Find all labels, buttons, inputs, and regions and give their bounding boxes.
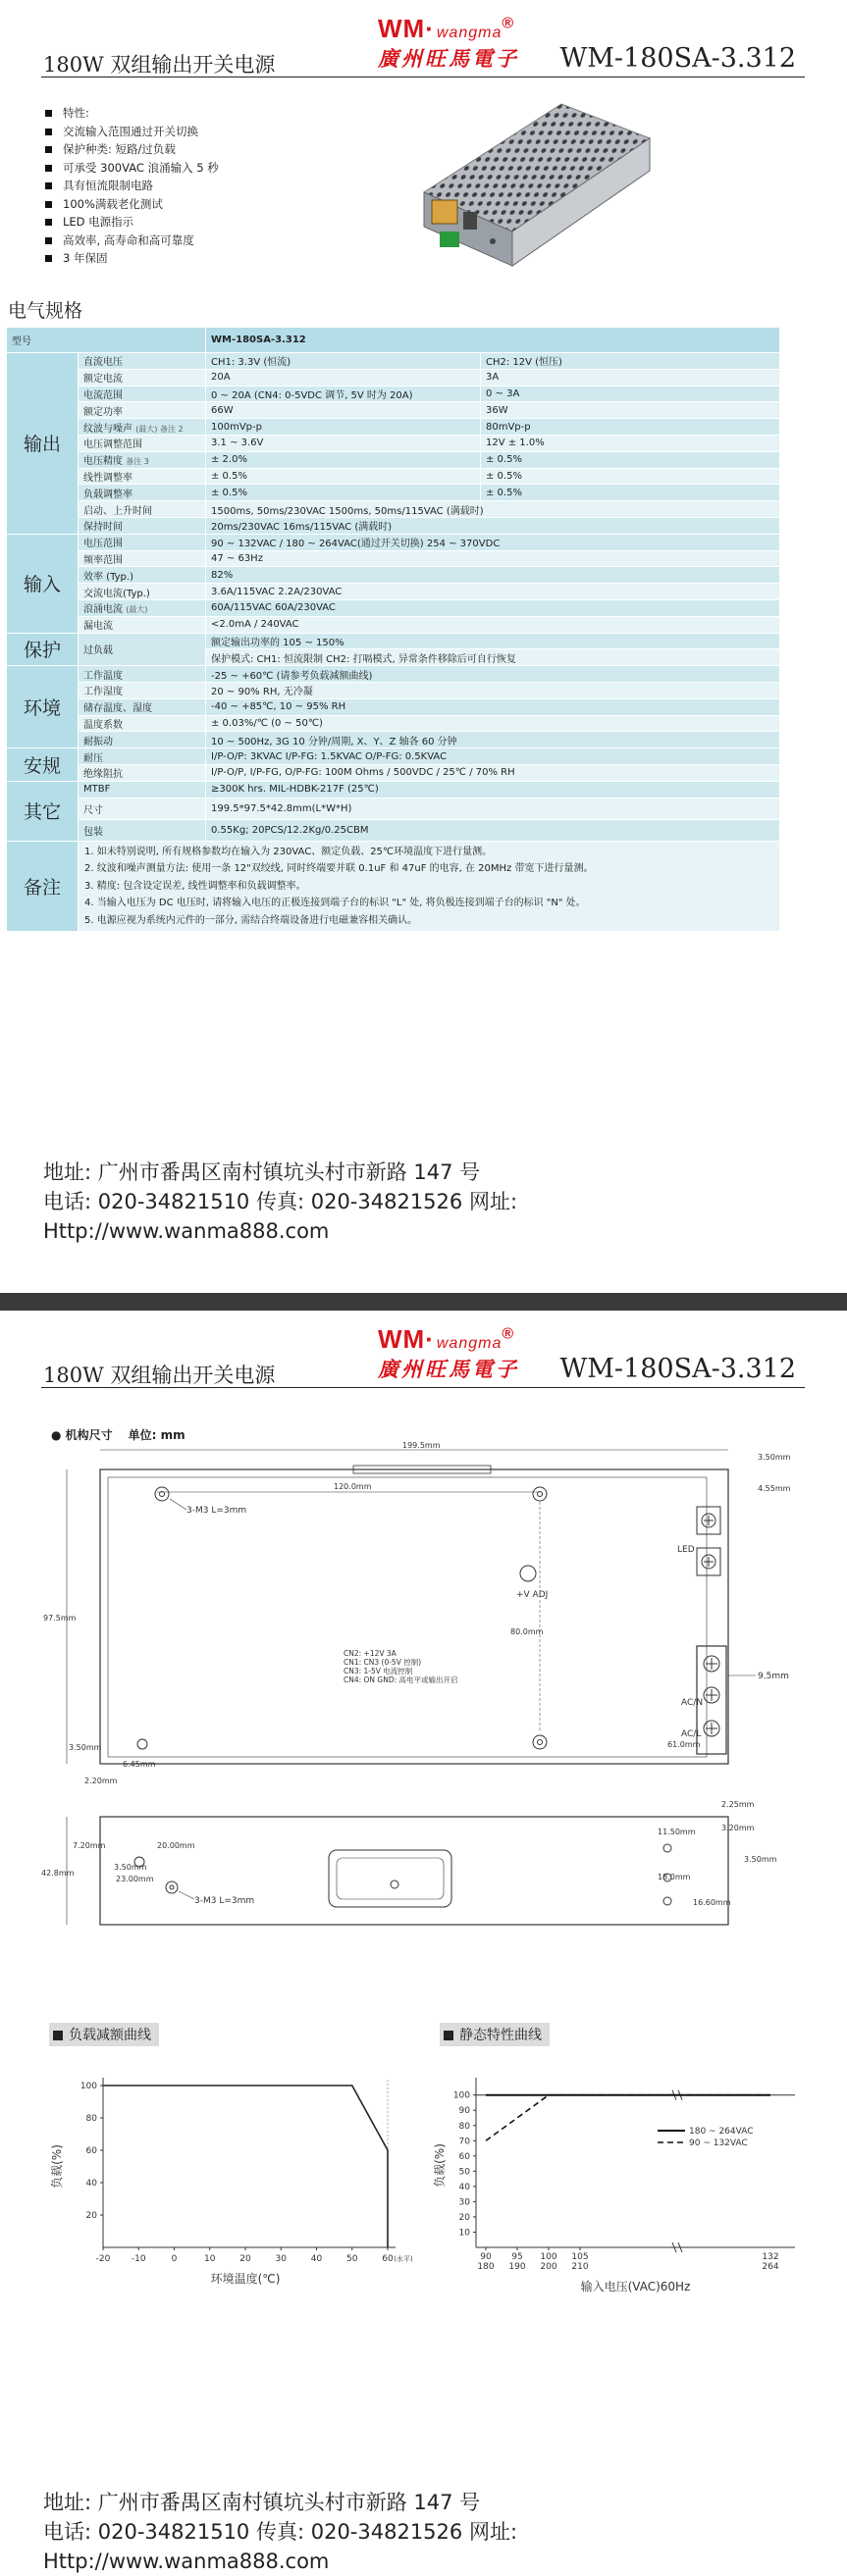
spec-label [79, 517, 206, 534]
product-title: 180W 双组输出开关电源 [43, 1364, 276, 1387]
spec-row [7, 599, 780, 616]
y-tick-label: 50 [458, 2167, 470, 2178]
dim-4-55: 4.55mm [758, 1484, 791, 1493]
spec-value-ch1: 66W [206, 402, 481, 419]
spec-value: 47 ~ 63Hz [206, 550, 780, 567]
product-photo [404, 84, 660, 290]
x-tick-label: 190 [508, 2262, 526, 2272]
x-tick-label: 264 [762, 2262, 779, 2272]
x-tick-label: 30 [275, 2254, 287, 2264]
spec-label [79, 501, 206, 518]
feature-item: 具有恒流限制电路 [43, 177, 397, 195]
spec-row [7, 501, 780, 518]
spec-label-text: 浪涌电流 [83, 604, 123, 616]
y-tick-label: 80 [458, 2121, 470, 2132]
spec-value-ch1: 3.1 ~ 3.6V [206, 435, 481, 451]
spec-label-text: 额定电流 [83, 374, 123, 386]
y-tick-label: 60 [458, 2151, 470, 2162]
x-tick-label: 105 [571, 2252, 589, 2262]
dim-6-45: 6.45mm [123, 1760, 156, 1769]
dim-16-60: 16.60mm [693, 1898, 731, 1907]
terminal-n: AC/L [681, 1729, 702, 1739]
remarks-cell [79, 841, 780, 932]
spec-value: I/P-O/P, I/P-FG, O/P-FG: 100M Ohms / 500VDC / 25℃ / 70% RH [206, 764, 780, 781]
dim-7-20: 7.20mm [73, 1841, 106, 1850]
spec-row [7, 841, 780, 932]
remark-line: 4. 当输入电压为 DC 电压时, 请将输入电压的正极连接到端子台的标识 "L" 处, 将负极连接到端子台的标识 "N" 处。 [84, 898, 586, 909]
page-header [0, 1311, 847, 1389]
adj-label: +V ADJ [516, 1590, 549, 1600]
x-tick-label: -20 [95, 2254, 111, 2264]
spec-row [7, 798, 780, 819]
spec-label-text: 线性调整率 [83, 472, 132, 484]
derating-series-line [103, 2086, 388, 2247]
spec-label [79, 451, 206, 468]
product-title: 180W 双组输出开关电源 [43, 53, 276, 77]
spec-label: 过负载 [79, 633, 206, 666]
spec-value-ch2: 12V ± 1.0% [481, 435, 780, 451]
mechanical-drawing [29, 1438, 815, 1974]
spec-label: 工作温度 [79, 666, 206, 683]
spec-value-ch1: CH1: 3.3V (恒流) [206, 353, 481, 370]
feature-item: 3 年保固 [43, 249, 397, 268]
section-title: 电气规格 [8, 300, 83, 322]
dim-80: 80.0mm [510, 1627, 544, 1636]
spec-value: 20 ~ 90% RH, 无冷凝 [206, 682, 780, 698]
spec-label [79, 435, 206, 451]
x-tick-label: 100 [540, 2252, 557, 2262]
screw-holes [137, 1487, 547, 1749]
dim-3-50c: 3.50mm [114, 1863, 147, 1872]
x-tick-label: 50 [346, 2254, 358, 2264]
spec-row [7, 386, 780, 402]
spec-value: 1500ms, 50ms/230VAC 1500ms, 50ms/115VAC (满载时) [206, 501, 780, 518]
spec-label-text: 频率范围 [83, 554, 123, 566]
spec-label-note: 备注 3 [126, 457, 149, 467]
spec-label-text: 启动、上升时间 [83, 505, 152, 517]
spec-row [7, 819, 780, 841]
y-tick-label: 20 [458, 2212, 470, 2223]
brand-logo: WM· wangma® [378, 14, 515, 43]
dim-11-50: 11.50mm [658, 1828, 696, 1836]
spec-value-ch2: ± 0.5% [481, 485, 780, 501]
y-tick-label: 90 [458, 2106, 470, 2117]
terminal-l: AC/N [681, 1698, 704, 1708]
category-input: 输入 [7, 534, 79, 633]
spec-value: 额定输出功率的 105 ~ 150% [206, 633, 780, 649]
x-tick-label: 180 [477, 2262, 495, 2272]
y-axis-label: 负载(%) [433, 2143, 447, 2188]
spec-label [79, 468, 206, 485]
spec-label [79, 534, 206, 550]
spec-value-ch1: 20A [206, 369, 481, 386]
feature-item: 交流输入范围通过开关切换 [43, 123, 397, 141]
datasheet-page-2 [0, 1311, 847, 2573]
spec-label-text: 电压调整范围 [83, 439, 142, 451]
spec-row [7, 616, 780, 633]
model-number: WM-180SA-3.312 [559, 1354, 796, 1384]
mech-dimensions-title: ● 机构尺寸 单位: mm [51, 1428, 185, 1442]
spec-row [7, 764, 780, 781]
spec-value: 199.5*97.5*42.8mm(L*W*H) [206, 798, 780, 819]
feature-item: 高效率, 高寿命和高可靠度 [43, 232, 397, 250]
category-safety: 安规 [7, 748, 79, 782]
model-value: WM-180SA-3.312 [206, 328, 780, 353]
spec-row [7, 328, 780, 353]
spec-label: 储存温度、湿度 [79, 698, 206, 715]
spec-label-text: 直流电压 [83, 357, 123, 369]
screw-label: 3-M3 L=3mm [186, 1506, 247, 1516]
dim-42-8: 42.8mm [41, 1869, 75, 1878]
spec-label [79, 550, 206, 567]
spec-value: ≥300K hrs. MIL-HDBK-217F (25℃) [206, 781, 780, 798]
spec-value: ± 0.03%/℃ (0 ~ 50℃) [206, 715, 780, 732]
dim-3-50b: 3.50mm [69, 1743, 102, 1752]
spec-label [79, 616, 206, 633]
spec-value-ch2: 80mVp-p [481, 419, 780, 436]
spec-value-ch2: 36W [481, 402, 780, 419]
spec-label-text: 电流范围 [83, 389, 123, 401]
phone-text: 电话: 020-34821510 传真: 020-34821526 网址: [43, 2520, 518, 2544]
spec-label [79, 402, 206, 419]
spec-label-text: 电压范围 [83, 539, 123, 550]
spec-value-ch1: ± 0.5% [206, 468, 481, 485]
spec-label-note: (最大) 备注 2 [135, 424, 184, 434]
spec-value: 82% [206, 567, 780, 584]
spec-label [79, 419, 206, 436]
spec-label: 绝缘阻抗 [79, 764, 206, 781]
y-tick-label: 40 [458, 2182, 470, 2192]
dim-9-5: 9.5mm [758, 1672, 789, 1681]
spec-value: I/P-O/P: 3KVAC I/P-FG: 1.5KVAC O/P-FG: 0.5KVAC [206, 748, 780, 765]
spec-row [7, 468, 780, 485]
spec-row [7, 732, 780, 748]
derating-curve-chart [39, 2066, 422, 2301]
x-axis-label: 环境温度(℃) [210, 2272, 281, 2286]
spec-value: 3.6A/115VAC 2.2A/230VAC [206, 584, 780, 600]
spec-row [7, 402, 780, 419]
dim-2-25: 2.25mm [721, 1800, 755, 1809]
spec-label [79, 485, 206, 501]
y-axis-label: 负载(%) [50, 2144, 64, 2189]
feature-item: 100%满载老化测试 [43, 195, 397, 214]
dim-23: 23.00mm [116, 1875, 154, 1883]
dim-length: 199.5mm [402, 1441, 441, 1450]
spec-label: 包装 [79, 819, 206, 841]
website-link[interactable]: Http://www.wanma888.com [43, 2550, 330, 2573]
legend-label: 90 ~ 132VAC [689, 2138, 748, 2148]
y-tick-label: 100 [79, 2082, 97, 2091]
spec-row [7, 485, 780, 501]
cn-line: CN4: ON GND: 高电平或输出开启 [344, 1675, 458, 1684]
x-tick-label: 200 [540, 2262, 557, 2272]
spec-row [7, 419, 780, 436]
page-header [0, 0, 847, 78]
brand-logo-cn: 廣州旺馬電子 [378, 46, 519, 71]
x-axis-label: 输入电压(VAC)60Hz [580, 2280, 691, 2293]
spec-value-ch2: CH2: 12V (恒压) [481, 353, 780, 370]
remark-line: 3. 精度: 包含设定误差, 线性调整率和负载调整率。 [84, 880, 306, 892]
spec-row [7, 567, 780, 584]
spec-row [7, 633, 780, 649]
spec-row [7, 781, 780, 798]
spec-row [7, 748, 780, 765]
terminal-block [697, 1507, 726, 1754]
dim-width: 97.5mm [43, 1614, 77, 1623]
spec-label: 工作湿度 [79, 682, 206, 698]
spec-label-note: (最大) [126, 605, 148, 615]
spec-value: 60A/115VAC 60A/230VAC [206, 599, 780, 616]
spec-label [79, 386, 206, 402]
dim-20: 20.00mm [157, 1841, 195, 1850]
spec-label: 温度系数 [79, 715, 206, 732]
y-tick-label: 40 [85, 2179, 97, 2189]
y-tick-label: 70 [458, 2137, 470, 2147]
spec-row [7, 369, 780, 386]
x-tick-label: -10 [131, 2254, 146, 2264]
spec-label [79, 599, 206, 616]
category-output: 输出 [7, 353, 79, 535]
spec-value: 0.55Kg; 20PCS/12.2Kg/0.25CBM [206, 819, 780, 841]
page-separator [0, 1293, 847, 1311]
contact-footer [43, 1158, 517, 1246]
spec-label-text: 负载调整率 [83, 489, 132, 500]
spec-label: 尺寸 [79, 798, 206, 819]
derating-curve-title: 负载减额曲线 [49, 2023, 159, 2046]
spec-value-ch2: 3A [481, 369, 780, 386]
spec-row [7, 584, 780, 600]
feature-item: 特性: [43, 104, 397, 123]
spec-row [7, 698, 780, 715]
spec-value: 保护模式: CH1: 恒流限制 CH2: 打嗝模式, 异常条件移除后可自行恢复 [206, 649, 780, 666]
dim-3-50d: 3.50mm [744, 1855, 777, 1864]
spec-label-text: 电压精度 [83, 456, 123, 468]
spec-value-ch1: 100mVp-p [206, 419, 481, 436]
brand-logo: WM· wangma® [378, 1324, 515, 1354]
category-protection: 保护 [7, 633, 79, 666]
spec-table [6, 327, 780, 932]
legend-label: 180 ~ 264VAC [689, 2127, 754, 2137]
spec-value: <2.0mA / 240VAC [206, 616, 780, 633]
x-tick-label: 0 [171, 2254, 178, 2264]
spec-value: 20ms/230VAC 16ms/115VAC (满载时) [206, 517, 780, 534]
spec-value: 90 ~ 132VAC / 180 ~ 264VAC(通过开关切换) 254 ~ 370VDC [206, 534, 780, 550]
spec-row [7, 715, 780, 732]
y-tick-label: 80 [85, 2114, 97, 2124]
brand-logo-cn: 廣州旺馬電子 [378, 1357, 519, 1381]
spec-label-text: 漏电流 [83, 621, 113, 633]
spec-value-ch1: ± 0.5% [206, 485, 481, 501]
y-tick-label: 100 [452, 2090, 470, 2101]
dim-3-20: 3.20mm [721, 1824, 755, 1832]
spec-value-ch2: 0 ~ 3A [481, 386, 780, 402]
spec-row [7, 353, 780, 370]
spec-label: 耐振动 [79, 732, 206, 748]
cn-line: CN1: CN3 (0-5V 控制) [344, 1658, 422, 1667]
dim-3-50: 3.50mm [758, 1453, 791, 1462]
y-tick-label: 30 [458, 2197, 470, 2208]
spec-label-text: 效率 (Typ.) [83, 571, 133, 583]
spec-row [7, 435, 780, 451]
spec-label: MTBF [79, 781, 206, 798]
feature-item: 可承受 300VAC 浪涌输入 5 秒 [43, 159, 397, 178]
x-tick-label: 10 [204, 2254, 216, 2264]
y-tick-label: 60 [85, 2146, 97, 2156]
address-text: 地址: 广州市番禺区南村镇坑头村市新路 147 号 [43, 2491, 481, 2514]
contact-footer [43, 2488, 517, 2576]
x-tick-label: 210 [571, 2262, 589, 2272]
x-tick-label: 95 [511, 2252, 523, 2262]
spec-value: -25 ~ +60℃ (请参考负载减额曲线) [206, 666, 780, 683]
spec-row [7, 451, 780, 468]
feature-list [43, 104, 397, 268]
spec-value-ch1: 0 ~ 20A (CN4: 0-5VDC 调节, 5V 时为 20A) [206, 386, 481, 402]
model-label: 型号 [7, 328, 206, 353]
dim-2-20: 2.20mm [84, 1777, 118, 1785]
spec-label-text: 纹波与噪声 [83, 423, 132, 435]
spec-value-ch2: ± 0.5% [481, 451, 780, 468]
static-curve-chart [422, 2066, 815, 2301]
y-tick-label: 20 [85, 2211, 97, 2221]
spec-label-text: 交流电流(Typ.) [83, 588, 150, 599]
dim-61: 61.0mm [667, 1740, 701, 1749]
spec-value: -40 ~ +85℃, 10 ~ 95% RH [206, 698, 780, 715]
feature-item: 保护种类: 短路/过负载 [43, 140, 397, 159]
address-text: 地址: 广州市番禺区南村镇坑头村市新路 147 号 [43, 1160, 481, 1184]
header-divider [41, 1387, 805, 1388]
spec-label: 耐压 [79, 748, 206, 765]
spec-label [79, 353, 206, 370]
phone-text: 电话: 020-34821510 传真: 020-34821526 网址: [43, 1190, 518, 1213]
cn-line: CN2: +12V 3A [344, 1649, 397, 1658]
dim-18: 18.0mm [658, 1873, 691, 1881]
remark-line: 1. 如未特别说明, 所有规格参数均在输入为 230VAC、额定负载、25℃环境温度下进行量测。 [84, 846, 493, 857]
category-other: 其它 [7, 781, 79, 841]
spec-label [79, 567, 206, 584]
spec-row [7, 666, 780, 683]
led-label: LED [677, 1545, 695, 1555]
x-tick-label: 132 [762, 2252, 779, 2262]
x-unit-note: (水平) [394, 2255, 413, 2263]
dim-inner: 120.0mm [334, 1482, 372, 1491]
spec-value-ch2: ± 0.5% [481, 468, 780, 485]
spec-row [7, 534, 780, 550]
spec-row [7, 550, 780, 567]
x-tick-label: 40 [310, 2254, 323, 2264]
x-tick-label: 60 [382, 2254, 394, 2264]
spec-row [7, 517, 780, 534]
category-remarks: 备注 [7, 841, 79, 932]
x-tick-label: 90 [480, 2252, 492, 2262]
screw-label-side: 3-M3 L=3mm [194, 1896, 255, 1906]
spec-row [7, 682, 780, 698]
feature-item: LED 电源指示 [43, 213, 397, 232]
spec-label [79, 369, 206, 386]
category-environment: 环境 [7, 666, 79, 748]
cn-line: CN3: 1-5V 电流控制 [344, 1667, 413, 1675]
spec-value: 10 ~ 500Hz, 3G 10 分钟/周期, X、Y、Z 轴各 60 分钟 [206, 732, 780, 748]
y-tick-label: 10 [458, 2228, 470, 2239]
spec-label-text: 保持时间 [83, 522, 123, 534]
static-curve-title: 静态特性曲线 [440, 2023, 550, 2046]
spec-label [79, 584, 206, 600]
x-tick-label: 20 [239, 2254, 251, 2264]
remark-line: 5. 电源应视为系统内元件的一部分, 需结合终端设备进行电磁兼容相关确认。 [84, 914, 418, 926]
remark-line: 2. 纹波和噪声测量方法: 使用一条 12"双绞线, 同时终端要并联 0.1uF 和 47uF 的电容, 在 20MHz 带宽下进行量测。 [84, 863, 594, 875]
model-number: WM-180SA-3.312 [559, 43, 796, 74]
spec-value-ch1: ± 2.0% [206, 451, 481, 468]
spec-label-text: 额定功率 [83, 406, 123, 418]
website-link[interactable]: Http://www.wanma888.com [43, 1219, 330, 1243]
